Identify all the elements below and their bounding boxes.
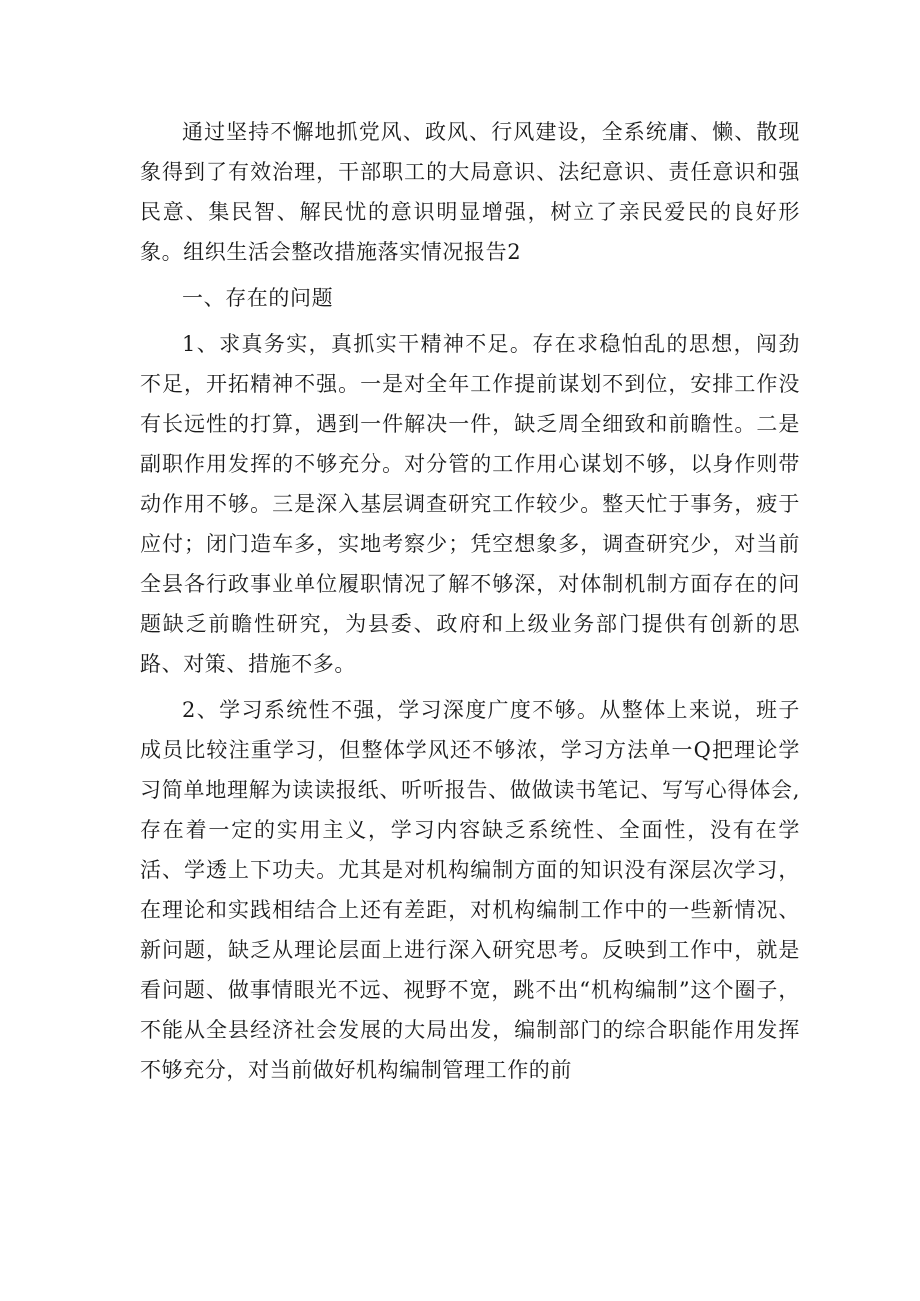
document-body: [140, 112, 800, 1090]
paragraph-item-1: 1、求真务实，真抓实干精神不足。存在求稳怕乱的思想，闯劲不足，开拓精神不强。一是对全年工作提前谋划不到位，安排工作没有长远性的打算，遇到一件解决一件，缺乏周全细致和前瞻性。二是副职作用发挥的不够充分。对分管的工作用心谋划不够，以身作则带动作用不够。三是深入基层调查研究工作较少。整天忙于事务，疲于应付；闭门造车多，实地考察少；凭空想象多，调查研究少，对当前全县各行政事业单位履职情况了解不够深，对体制机制方面存在的问题缺乏前瞻性研究，为县委、政府和上级业务部门提供有创新的思路、对策、措施不多。: [140, 332, 800, 676]
paragraph-item-2: 2、学习系统性不强，学习深度广度不够。从整体上来说，班子成员比较注重学习，但整体学风还不够浓，学习方法单一Q把理论学习简单地理解为读读报纸、听听报告、做做读书笔记、写写心得体会,存在着一定的实用主义，学习内容缺乏系统性、全面性，没有在学活、学透上下功夫。尤其是对机构编制方面的知识没有深层次学习，在理论和实践相结合上还有差距，对机构编制工作中的一些新情况、新问题，缺乏从理论层面上进行深入研究思考。反映到工作中，就是看问题、做事情眼光不远、视野不宽，跳不出“机构编制”这个圈子，不能从全县经济社会发展的大局出发，编制部门的综合职能作用发挥不够充分，对当前做好机构编制管理工作的前: [140, 698, 800, 1082]
section-heading: 一、存在的问题: [182, 286, 334, 310]
paragraph-intro: 通过坚持不懈地抓党风、政风、行风建设，全系统庸、懒、散现象得到了有效治理，干部职工的大局意识、法纪意识、责任意识和强民意、集民智、解民忧的意识明显增强，树立了亲民爱民的良好形象。组织生活会整改措施落实情况报告2: [140, 120, 800, 264]
